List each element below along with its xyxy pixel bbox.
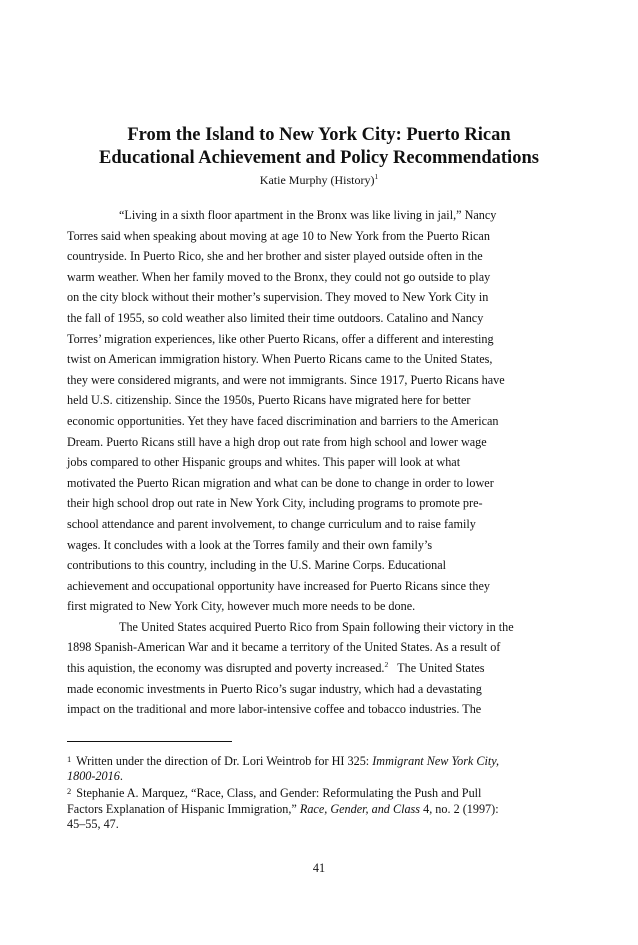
body-line: countryside. In Puerto Rico, she and her brother and sister played outside often in the <box>67 249 483 264</box>
body-line: first migrated to New York City, however much more needs to be done. <box>67 599 416 614</box>
footnote-line: 45–55, 47. <box>67 816 119 831</box>
paper-title-line-2: Educational Achievement and Policy Recommendations <box>99 148 539 168</box>
body-line: Torres said when speaking about moving at age 10 to New York from the Puerto Rican <box>67 228 490 243</box>
body-line: wages. It concludes with a look at the Torres family and their own family’s <box>67 537 433 552</box>
body-line: school attendance and parent involvement, to change curriculum and to raise family <box>67 516 476 531</box>
body-line: twist on American immigration history. When Puerto Ricans came to the United States, <box>67 352 493 367</box>
footnote-text: Factors Explanation of Hispanic Immigration,” <box>67 801 300 816</box>
body-line: Dream. Puerto Ricans still have a high drop out rate from high school and lower wage <box>67 434 487 449</box>
body-line: jobs compared to other Hispanic groups and whites. This paper will look at what <box>67 455 461 470</box>
body-line: warm weather. When her family moved to the Bronx, they could not go outside to play <box>67 269 491 284</box>
page-number: 41 <box>312 861 326 875</box>
body-line: on the city block without their mother’s supervision. They moved to New York City in <box>67 290 489 305</box>
body-line: made economic investments in Puerto Rico’s sugar industry, which had a devastating <box>67 681 482 696</box>
footnote-text: 4, no. 2 (1997): <box>420 801 499 816</box>
body-line-text: The United States <box>397 661 485 676</box>
footnote-line <box>67 769 587 784</box>
author-name: Katie Murphy (History) <box>259 173 375 187</box>
footnote-course-title: Immigrant New York City, <box>372 754 500 768</box>
body-line: contributions to this country, including in the U.S. Marine Corps. Educational <box>67 558 447 573</box>
footnote-line <box>67 802 587 817</box>
footnote-text: Stephanie A. Marquez, “Race, Class, and Gender: Reformulating the Push and Pull <box>76 786 482 801</box>
footnote-line <box>67 784 587 801</box>
footnote-text: Written under the direction of Dr. Lori Weintrob for HI 325: <box>76 754 373 768</box>
footnote-2 <box>67 784 587 832</box>
paper-title <box>60 124 578 170</box>
footnotes <box>67 752 587 832</box>
footnote-line <box>67 752 587 769</box>
footnote-period: . <box>119 769 123 784</box>
body-line: the fall of 1955, so cold weather also limited their time outdoors. Catalino and Nancy <box>67 310 484 325</box>
footnote-1 <box>67 752 587 784</box>
footnote-ref-1[interactable]: 1 <box>374 172 379 181</box>
footnote-ref-2[interactable]: 2 <box>384 660 389 669</box>
body-line: Torres’ migration experiences, like other Puerto Ricans, offer a different and interesting <box>67 331 494 346</box>
footnote-marker: 1 <box>67 754 72 764</box>
body-line: 1898 Spanish-American War and it became a territory of the United States. As a result of <box>67 640 501 655</box>
footnote-journal: Race, Gender, and Class <box>299 801 421 816</box>
body-line: impact on the traditional and more labor-intensive coffee and tobacco industries. The <box>67 702 482 717</box>
body-text <box>67 205 587 720</box>
body-line: “Living in a sixth floor apartment in the Bronx was like living in jail,” Nancy <box>119 208 497 222</box>
body-line: they were considered migrants, and were not immigrants. Since 1917, Puerto Ricans have <box>67 372 505 387</box>
body-line: achievement and occupational opportunity have increased for Puerto Ricans since they <box>67 578 491 593</box>
body-line: The United States acquired Puerto Rico from Spain following their victory in the <box>119 619 514 634</box>
paper-title-line-1: From the Island to New York City: Puerto Rican <box>127 125 511 145</box>
footnote-course-title-cont: 1800-2016 <box>67 769 120 784</box>
body-line: motivated the Puerto Rican migration and what can be done to change in order to lower <box>67 475 494 490</box>
author-line <box>60 172 578 188</box>
footnote-marker: 2 <box>67 786 72 797</box>
body-line: held U.S. citizenship. Since the 1950s, Puerto Ricans have migrated here for better <box>67 393 471 408</box>
body-line-text: this aquistion, the economy was disrupted and poverty increased. <box>67 661 385 676</box>
body-line: their high school drop out rate in New York City, including programs to promote pre- <box>67 496 483 511</box>
body-line: economic opportunities. Yet they have faced discrimination and barriers to the American <box>67 413 499 428</box>
footnote-separator <box>67 741 232 742</box>
body-line <box>67 658 587 679</box>
